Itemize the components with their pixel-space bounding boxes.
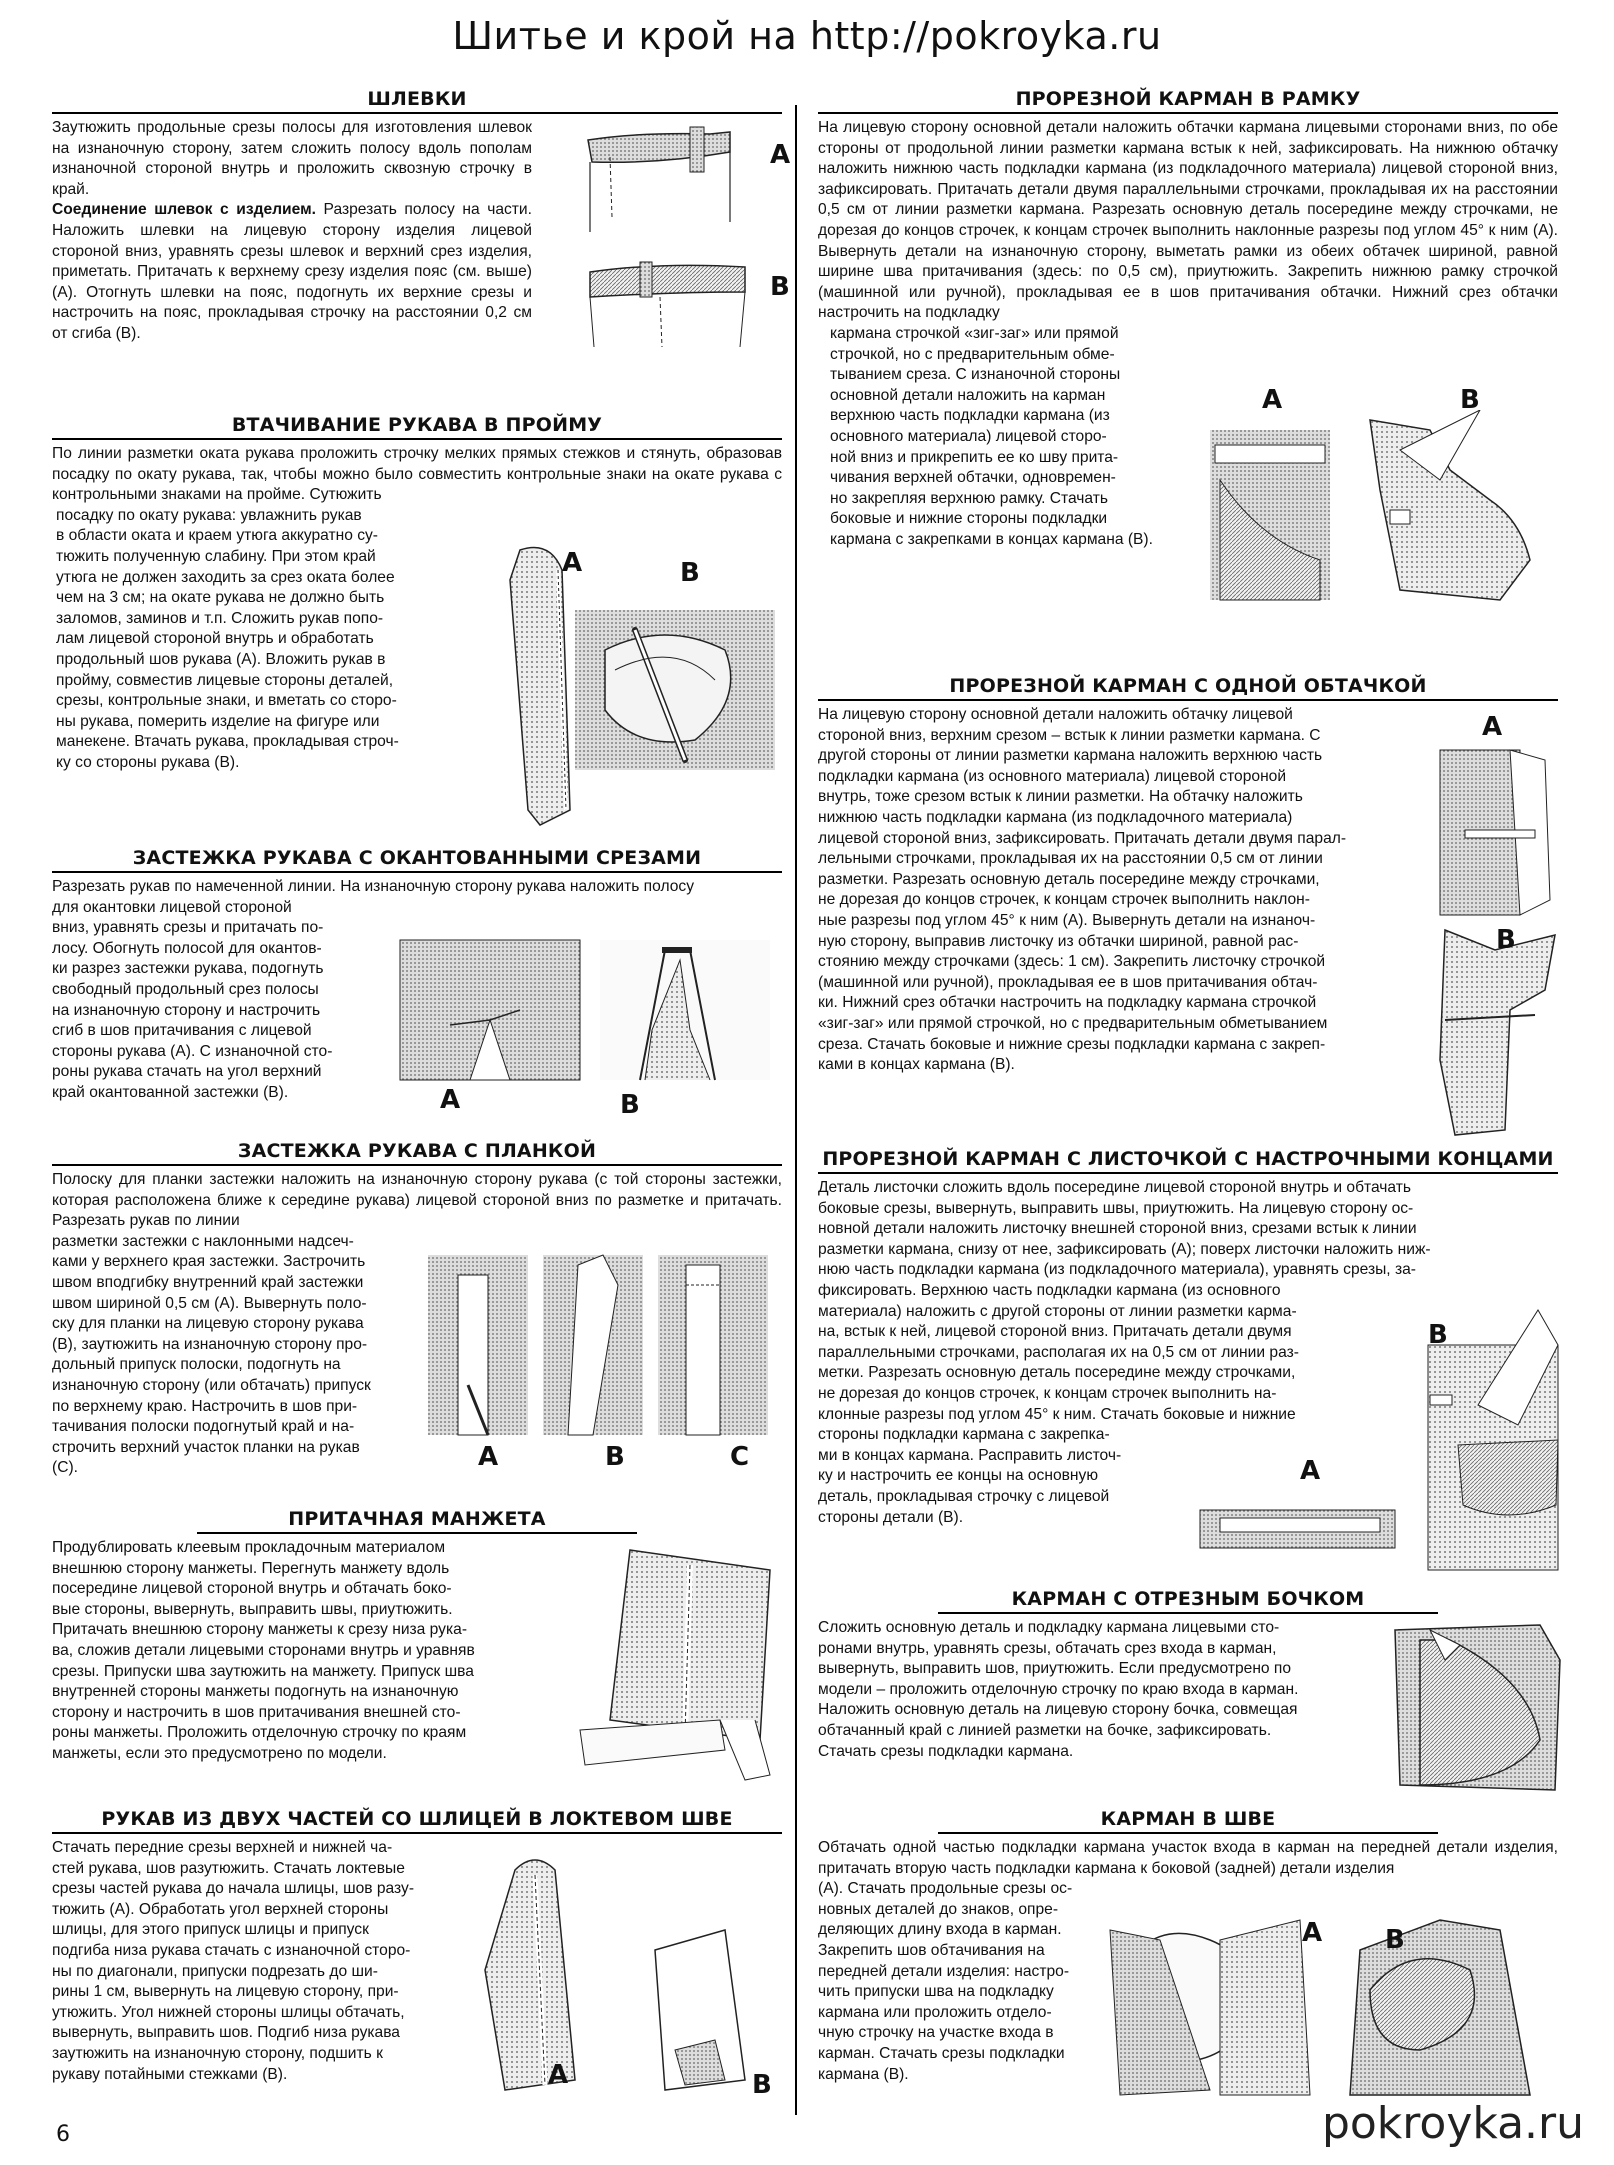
text-line: Стачать срезы подкладки кармана. <box>818 1742 1074 1760</box>
welt-flap-a-illustration <box>1195 1490 1400 1552</box>
text-line: разметки застежки с наклонными надсеч- <box>52 1232 354 1250</box>
cuff-illustration <box>570 1540 780 1785</box>
section-title: ПРОРЕЗНОЙ КАРМАН С ЛИСТОЧКОЙ С НАСТРОЧНЫМИ КОНЦАМИ <box>818 1148 1558 1174</box>
text-line: шлицы, для этого припуск шлицы и припуск <box>52 1921 369 1939</box>
text-line: заломов, заминов и т.п. Сложить рукав попо- <box>56 609 384 627</box>
text-line: среза. Стачать боковые и нижние срезы подкладки кармана с закреп- <box>818 1035 1326 1053</box>
figure-armhole <box>575 610 775 770</box>
text-line: утюжить. Угол нижней стороны шлицы обтачать, <box>52 2003 405 2021</box>
text-line: посередине лицевой стороной внутрь и обтачать боко- <box>52 1580 452 1598</box>
text-line: Закрепить шов обтачивания на <box>818 1941 1045 1959</box>
text-line: клонные разрезы под углом 45° к ним. Стачать боковые и нижние <box>818 1405 1296 1423</box>
text-line: чем на 3 см; на окате рукава не должно быть <box>56 589 385 607</box>
text-line: свободный продольный срез полосы <box>52 980 319 998</box>
text-line: ку со стороны рукава (В). <box>56 753 240 771</box>
placket-illustration <box>428 1245 778 1445</box>
figure-shlevki <box>580 122 760 352</box>
seam-pocket-illustration <box>1100 1900 1570 2100</box>
text-line: (В), заутюжить на изнаночную сторону про- <box>52 1335 368 1353</box>
text-line: (А). Стачать продольные срезы ос- <box>818 1880 1073 1898</box>
text-line: роны рукава стачать на угол верхний <box>52 1063 322 1081</box>
text-line: ные разрезы под углом 45° к ним (А). Вывернуть детали на изнаноч- <box>818 911 1316 929</box>
sleeve-illustration <box>500 540 585 830</box>
text-line: тыванием среза. С изнаночной стороны <box>830 366 1121 384</box>
figure-label: А <box>548 2060 569 2090</box>
text-line: нижнюю часть подкладки кармана (из подкладочного материала) <box>818 808 1293 826</box>
figure-label: А <box>1262 385 1283 415</box>
text-line: не дорезая до концов строчек, к концам строчек выполнить наклон- <box>818 891 1310 909</box>
text-line: кармана строчкой «зиг-заг» или прямой <box>830 324 1119 342</box>
text-line: Стачать передние срезы верхней и нижней ча- <box>52 1839 393 1856</box>
figure-label: В <box>752 2070 772 2100</box>
text-line: тюжить полученную слабину. При этом край <box>56 547 376 565</box>
text-line: передней детали изделия: настро- <box>818 1962 1070 1980</box>
figure-cuff <box>570 1540 780 1785</box>
section-title: ЗАСТЕЖКА РУКАВА С ОКАНТОВАННЫМИ СРЕЗАМИ <box>52 847 782 873</box>
text-line: нюю часть подкладки кармана (из подкладочного материала), уравнять срезы, за- <box>818 1261 1416 1279</box>
figure-two-piece-sleeve <box>465 1850 785 2100</box>
text-line: основного материала) лицевой сторо- <box>830 427 1107 445</box>
text-line: для окантовки лицевой стороной <box>52 898 292 916</box>
footer-site-url: pokroyka.ru <box>1321 2098 1584 2149</box>
text-line: лосу. Обогнуть полосой для окантов- <box>52 939 322 957</box>
figure-welt-frame <box>1200 410 1560 610</box>
text-line: лельными строчками, прокладывая их на расстоянии 0,5 см от линии <box>818 850 1323 868</box>
text-line: пройму, совместив лицевые стороны деталей, <box>56 671 394 689</box>
text-line: стороны детали (В). <box>818 1508 964 1526</box>
bold-lead: Соединение шлевок с изделием. <box>52 201 316 219</box>
text-line: деталь, прокладывая строчку с лицевой <box>818 1487 1110 1505</box>
text-line: чивания верхней обтачки, одновремен- <box>830 469 1116 487</box>
belt-loop-illustration <box>580 122 760 352</box>
paragraph: По линии разметки оката рукава проложить строчку мелких прямых стежков и стянуть, образовав посадку по окату рукава, так, чтобы можно было совместить контрольные знаки на окате рукава с контрольными знаками на пройме. Сутюжить <box>52 445 782 504</box>
text-line: строчкой, но с предварительным обме- <box>830 345 1115 363</box>
text-line: ку и настрочить ее концы на основную <box>818 1467 1099 1485</box>
text-line: стороны подкладки кармана с закрепка- <box>818 1426 1110 1444</box>
text-line: тачивания полоски подогнутый край и на- <box>52 1418 355 1436</box>
text-line: ную сторону, выправив листочку из обтачки шириной, равной рас- <box>818 932 1299 950</box>
text-line: ки разрез застежки рукава, подогнуть <box>52 960 324 978</box>
figure-label: В <box>1496 925 1516 955</box>
text-line: параллельными строчками, располагая их на 0,5 см от линии раз- <box>818 1343 1299 1361</box>
text-line: вниз, уравнять срезы и притачать по- <box>52 919 324 937</box>
text-line: ми в концах кармана. Расправить листоч- <box>818 1446 1122 1464</box>
text-line: но закрепляя верхнюю рамку. Стачать <box>830 489 1109 507</box>
text-line: сторону и настрочить в шов притачивания внешней сто- <box>52 1703 461 1721</box>
text-line: метки. Разрезать основную деталь посередине между строчками, <box>818 1364 1296 1382</box>
welt-frame-illustration <box>1200 410 1560 610</box>
text-line: манжеты, если это предусмотрено по модели. <box>52 1744 387 1762</box>
paragraph-text: Разрезать полосу на части. Наложить шлевки на лицевую сторону изделия лицевой стороной вниз, уравнять срезы шлевок и верхний срез изделия, приметать. Притачать к верхнему срезу изделия пояс (см. выше) (А). Отогнуть шлевки на пояс, подогнуть их верхние срезы и настрочить на пояс, прокладывая строчку на расстоянии 0,2 см от сгиба (В). <box>52 201 532 342</box>
text-line: по верхнему краю. Настрочить в шов при- <box>52 1397 358 1415</box>
text-line: чную строчку на участке входа в <box>818 2024 1054 2042</box>
text-line: срезы, контрольные знаки, и вметать со сторо- <box>56 692 397 710</box>
section-title: ВТАЧИВАНИЕ РУКАВА В ПРОЙМУ <box>52 414 782 440</box>
text-line: подгиба низа рукава стачать с изнаночной сторо- <box>52 1941 411 1959</box>
text-line: вывернуть, выправить шов. Подгиб низа рукава <box>52 2024 400 2042</box>
text-line: подкладки кармана (из основного материала) лицевой стороной <box>818 767 1287 785</box>
text-line: кармана или проложить отдело- <box>818 2003 1052 2021</box>
figure-label: В <box>770 272 790 302</box>
text-line: стороны рукава (А). С изнаночной сто- <box>52 1042 333 1060</box>
figure-label: В <box>680 558 700 588</box>
text-line: материала) наложить с другой стороны от линии разметки карма- <box>818 1302 1297 1320</box>
text-line: разметки. Разрезать основную деталь посередине между строчками, <box>818 870 1320 888</box>
paragraph: Полоску для планки застежки наложить на изнаночную сторону рукава (с той стороны застежки, которая расположена ближе к середине рукава) лицевой стороной вниз по разметке и притачать. Разрезать рукав по линии <box>52 1171 782 1230</box>
text-line: сгиб в шов притачивания с лицевой <box>52 1022 312 1040</box>
text-line: на изнаночную сторону и настрочить <box>52 1001 321 1019</box>
text-line: боковые срезы, вывернуть, выправить швы, приутюжить. На лицевую сторону ос- <box>818 1199 1414 1217</box>
text-line: ва, сложив детали лицевыми сторонами внутрь и уравняв <box>52 1641 475 1659</box>
column-divider <box>795 105 797 2115</box>
text-line: продольный шов рукава (А). Вложить рукав в <box>56 650 386 668</box>
text-line: в области оката и краем утюга аккуратно су- <box>56 527 378 545</box>
text-line: верхнюю часть подкладки кармана (из <box>830 407 1110 425</box>
figure-label: А <box>1302 1918 1323 1948</box>
text-line: Продублировать клеевым прокладочным материалом <box>52 1539 446 1556</box>
figure-label: В <box>620 1090 640 1120</box>
text-line: стоянию между строчками (здесь: 1 см). Закрепить листочку строчкой <box>818 953 1326 971</box>
paragraph: На лицевую сторону основной детали наложить обтачки кармана лицевыми сторонами вниз, по обе стороны от продольной линии разметки кармана встык к ней, зафиксировать. На нижнюю обтачку наложить нижнюю часть подкладки кармана (из подкладочного материала) лицевой стороной вниз, зафиксировать. Притачать детали двумя параллельными строчками, прокладывая их на расстоянии 0,5 см от линии разметки кармана. Разрезать основную деталь посередине между строчками, не дорезая до концов строчек, к концам строчек выполнить наклонные разрезы под углом 45° к ним (А). Вывернуть детали на изнаночную сторону, выметать рамки из обеих обтачек шириной, равной ширине шва притачивания (здесь: по 0,5 см), приутюжить. Закрепить нижнюю рамку строчкой (машинной или ручной), прокладывая ее в шов притачивания обтачки. Нижний срез обтачки настрочить на подкладку <box>818 119 1558 322</box>
section-title: РУКАВ ИЗ ДВУХ ЧАСТЕЙ СО ШЛИЦЕЙ В ЛОКТЕВОМ ШВЕ <box>52 1808 782 1834</box>
text-line: кармана с закрепками в концах кармана (В). <box>830 530 1153 548</box>
section-title: ПРОРЕЗНОЙ КАРМАН В РАМКУ <box>818 88 1558 114</box>
figure-label: А <box>562 548 583 578</box>
text-line: на, встык к ней, лицевой стороной вниз. Притачать детали двумя <box>818 1323 1292 1341</box>
text-line: изнаночную сторону (или обтачать) припуск <box>52 1376 371 1394</box>
figure-sleeve-seam <box>500 540 585 830</box>
text-line: лицевой стороной вниз, зафиксировать. Притачать детали двумя парал- <box>818 829 1347 847</box>
text-line: посадку по окату рукава: увлажнить рукав <box>56 506 362 524</box>
text-line: не дорезая до концов строчек, к концам строчек выполнить на- <box>818 1384 1277 1402</box>
text-line: фиксировать. Верхнюю часть подкладки кармана (из основного <box>818 1281 1281 1299</box>
text-line: утюга не должен заходить за срез оката более <box>56 568 395 586</box>
figure-label: В <box>1385 1925 1405 1955</box>
paragraph: Обтачать одной частью подкладки кармана участок входа в карман на передней детали изделия, притачать вторую часть подкладки кармана к боковой (задней) детали изделия <box>818 1839 1558 1877</box>
text-line: ны по диагонали, припуски подрезать до ши- <box>52 1962 378 1980</box>
text-line: срезы частей рукава до начала шлицы, шов разу- <box>52 1880 415 1898</box>
paragraph <box>52 200 532 344</box>
text-line: новной детали наложить листочку внешней стороной вниз, срезами встык к линии <box>818 1220 1417 1238</box>
figure-label: А <box>1300 1456 1321 1486</box>
text-line: (машинной или ручной), прокладывая ее в шов притачивания обтач- <box>818 973 1318 991</box>
text-line: стей рукава, шов разутюжить. Стачать локтевые <box>52 1859 405 1877</box>
figure-label: А <box>770 140 791 170</box>
text-line: швом шириной 0,5 см (А). Вывернуть поло- <box>52 1294 367 1312</box>
text-line: внутренней стороны манжеты подогнуть на изнаночную <box>52 1683 459 1701</box>
text-line: ками в концах кармана (В). <box>818 1056 1015 1074</box>
text-line: основной детали наложить на карман <box>830 386 1106 404</box>
figure-welt-flap-a <box>1195 1490 1400 1552</box>
figure-side-pocket <box>1390 1620 1570 1795</box>
text-line: «зиг-заг» или прямой строчкой, но с предварительным обметыванием <box>818 1014 1328 1032</box>
text-line: ной вниз и прикрепить ее ко шву прита- <box>830 448 1119 466</box>
text-line: (С). <box>52 1459 78 1477</box>
section-title: КАРМАН С ОТРЕЗНЫМ БОЧКОМ <box>938 1588 1438 1614</box>
text-line: лам лицевой стороной внутрь и обработать <box>56 630 374 648</box>
page-number: 6 <box>56 2122 70 2147</box>
figure-label: В <box>1460 385 1480 415</box>
text-line: Притачать внешнюю сторону манжеты к срезу низа рука- <box>52 1621 468 1639</box>
text-line: внешнюю сторону манжеты. Перегнуть манжету вдоль <box>52 1559 450 1577</box>
text-line: вые стороны, вывернуть, выправить швы, приутюжить. <box>52 1600 453 1618</box>
text-line: другой стороны от линии разметки кармана наложить верхнюю часть <box>818 747 1323 765</box>
text-line: дольный припуск полоски, подогнуть на <box>52 1356 341 1374</box>
text-line: внутрь, тоже срезом встык к линии разметки. На обтачку наложить <box>818 788 1303 806</box>
text-line: ску для планки на лицевую сторону рукава <box>52 1315 364 1333</box>
side-pocket-illustration <box>1390 1620 1570 1795</box>
text-line: ки. Нижний срез обтачки настрочить на подкладку кармана строчкой <box>818 994 1317 1012</box>
section-title: ПРОРЕЗНОЙ КАРМАН С ОДНОЙ ОБТАЧКОЙ <box>818 675 1558 701</box>
section-title: ЗАСТЕЖКА РУКАВА С ПЛАНКОЙ <box>52 1140 782 1166</box>
text-line: заутюжить на изнаночную сторону, подшить к <box>52 2044 383 2062</box>
text-line: рукаву потайными стежками (В). <box>52 2065 288 2083</box>
armhole-illustration <box>575 610 775 770</box>
figure-placket <box>428 1245 778 1445</box>
text-line: обтачанный край с линией разметки на бочке, зафиксировать. <box>818 1721 1272 1739</box>
text-line: Наложить основную деталь на лицевую сторону бочка, совмещая <box>818 1701 1298 1719</box>
text-line: роны манжеты. Проложить отделочную строчку по краям <box>52 1724 467 1742</box>
text-line: строчить верхний участок планки на рукав <box>52 1438 360 1456</box>
text-line: рины 1 см, вывернуть на лицевую сторону, при- <box>52 1983 399 2001</box>
text-line: новных деталей до знаков, опре- <box>818 1900 1059 1918</box>
figure-seam-pocket <box>1100 1900 1570 2100</box>
text-line: швом вподгибку внутренний край застежки <box>52 1273 364 1291</box>
two-piece-sleeve-illustration <box>465 1850 785 2100</box>
site-title: Шитье и крой на http://pokroyka.ru <box>452 14 1162 58</box>
paragraph: Заутюжить продольные срезы полосы для изготовления шлевок на изнаночную сторону, затем сложить полосу вдоль пополам изнаночной стороной внутрь и проложить сквозную строчку в край. <box>52 119 532 198</box>
text-line: боковые и нижние стороны подкладки <box>830 510 1108 528</box>
figure-label: А <box>478 1442 499 1472</box>
text-line: На лицевую сторону основной детали наложить обтачку лицевой <box>818 706 1293 723</box>
text-line: стороной вниз, верхним срезом – встык к линии разметки кармана. С <box>818 726 1321 744</box>
section-title: КАРМАН В ШВЕ <box>938 1808 1438 1834</box>
paragraph: Разрезать рукав по намеченной линии. На изнаночную сторону рукава наложить полосу <box>52 878 695 895</box>
text-line: ками у верхнего края застежки. Застрочить <box>52 1253 366 1271</box>
figure-label: В <box>605 1442 625 1472</box>
text-line: ны рукава, померить изделие на фигуре или <box>56 712 380 730</box>
section-title: ПРИТАЧНАЯ МАНЖЕТА <box>197 1508 637 1534</box>
text-line: карман. Стачать срезы подкладки <box>818 2044 1065 2062</box>
text-line: манекене. Втачать рукава, прокладывая строч- <box>56 733 399 751</box>
figure-label: А <box>440 1085 461 1115</box>
text-line: вывернуть, выправить шов, приутюжить. Если предусмотрено по <box>818 1660 1292 1678</box>
text-line: разметки кармана, снизу от нее, зафиксировать (А); поверх листочки наложить ниж- <box>818 1240 1431 1258</box>
section-title: ШЛЕВКИ <box>52 88 782 114</box>
text-line: тюжить (А). Обработать угол верхней стороны <box>52 1900 389 1918</box>
text-line: край окантованной застежки (В). <box>52 1083 289 1101</box>
text-line: срезы. Припуски шва заутюжить на манжету. Припуск шва <box>52 1662 474 1680</box>
text-line: чить припуски шва на подкладку <box>818 1983 1054 2001</box>
text-line: Сложить основную деталь и подкладку кармана лицевыми сто- <box>818 1619 1280 1636</box>
figure-label: С <box>730 1442 750 1472</box>
text-line: кармана (В). <box>818 2065 909 2083</box>
figure-label: В <box>1428 1320 1448 1350</box>
text-line: Деталь листочки сложить вдоль посередине лицевой стороной внутрь и обтачать <box>818 1179 1412 1196</box>
text-line: модели – проложить отделочную строчку по краю входа в карман. <box>818 1680 1299 1698</box>
text-line: ронами внутрь, уравнять срезы, обтачать срез входа в карман, <box>818 1639 1277 1657</box>
text-line: деляющих длину входа в карман. <box>818 1921 1062 1939</box>
figure-label: А <box>1482 712 1503 742</box>
